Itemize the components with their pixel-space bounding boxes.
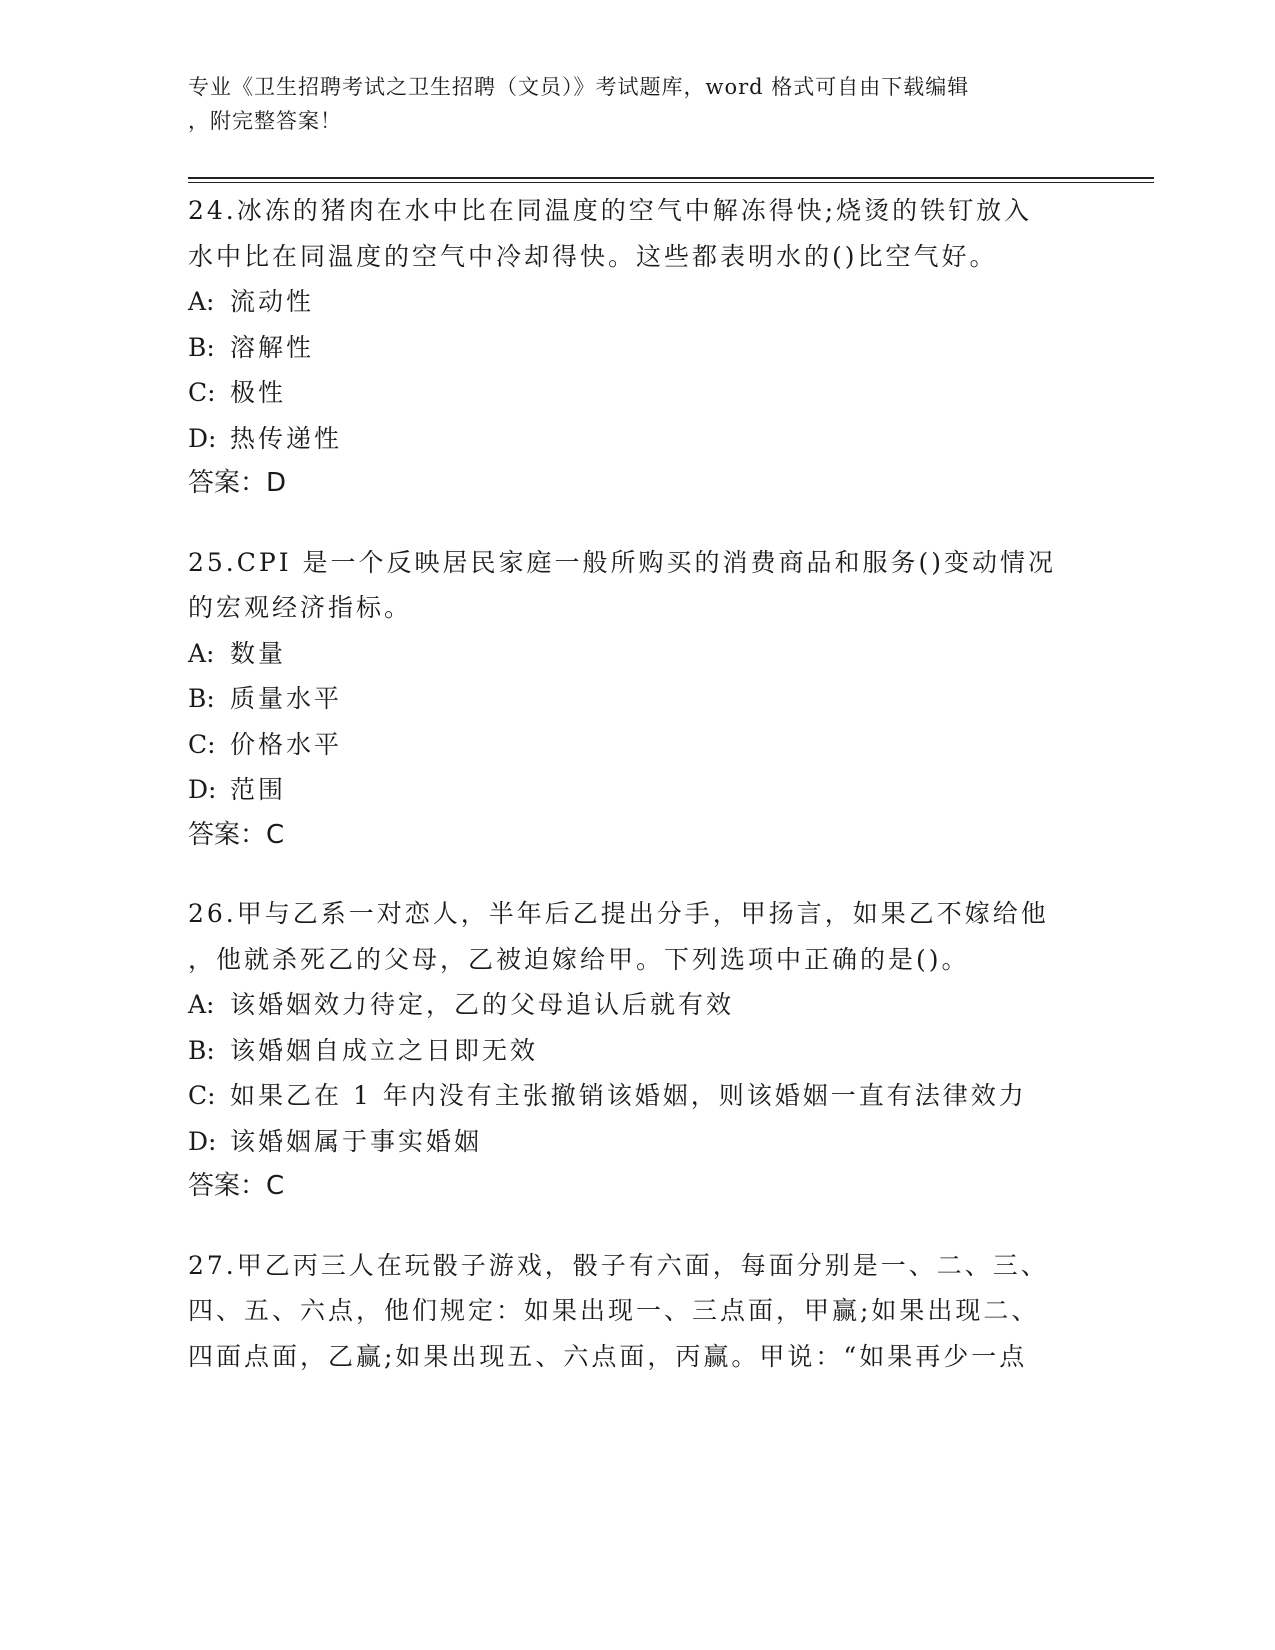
option-text: 该婚姻属于事实婚姻 (230, 1126, 483, 1156)
option-text: 该婚姻自成立之日即无效 (230, 1035, 539, 1065)
stem-line: 水中比在同温度的空气中冷却得快。这些都表明水的()比空气好。 (188, 241, 998, 271)
stem-line: 的宏观经济指标。 (188, 593, 413, 622)
question-stem (188, 188, 1088, 279)
option-key: A: (188, 990, 215, 1019)
answer: 答案：C (188, 819, 285, 850)
option-text: 流动性 (230, 287, 315, 316)
stem-line: 27.甲乙丙三人在玩骰子游戏，骰子有六面，每面分别是一、二、三、 (188, 1250, 1049, 1280)
option-text: 该婚姻效力待定，乙的父母追认后就有效 (230, 990, 735, 1019)
option-a (188, 631, 1088, 677)
option-text: 数量 (230, 638, 287, 668)
header-line-2: ，附完整答案！ (188, 109, 342, 133)
header-line-1: 专业《卫生招聘考试之卫生招聘（文员）》考试题库，word 格式可自由下载编辑 (188, 75, 970, 99)
option-c (188, 1073, 1088, 1119)
option-key: B: (188, 684, 215, 713)
option-d (188, 767, 1088, 813)
question-stem (188, 891, 1088, 982)
question-25 (188, 540, 1088, 859)
option-text: 质量水平 (230, 684, 343, 713)
header-rule-thick (188, 177, 1154, 179)
option-key: C: (188, 378, 216, 407)
option-a (188, 279, 1088, 325)
option-key: B: (188, 332, 215, 362)
option-text: 溶解性 (230, 332, 315, 362)
question-stem (188, 540, 1088, 631)
stem-line: 四面点面，乙赢;如果出现五、六点面，丙赢。甲说：“如果再少一点 (188, 1341, 1028, 1371)
question-26 (188, 891, 1088, 1210)
option-key: D: (188, 1126, 217, 1156)
stem-line: ，他就杀死乙的父母，乙被迫嫁给甲。下列选项中正确的是()。 (188, 944, 970, 974)
option-key: D: (188, 423, 217, 453)
option-key: B: (188, 1035, 215, 1065)
answer: 答案：D (188, 468, 287, 498)
option-b (188, 325, 1088, 371)
answer: 答案：C (188, 1171, 285, 1201)
option-c (188, 722, 1088, 768)
option-key: D: (188, 775, 217, 804)
option-key: C: (188, 1081, 216, 1110)
option-d (188, 1119, 1088, 1165)
option-key: A: (188, 638, 215, 668)
option-text: 范围 (230, 775, 287, 804)
option-b (188, 676, 1088, 722)
question-stem (188, 1243, 1088, 1380)
option-b (188, 1028, 1088, 1074)
option-key: C: (188, 729, 216, 759)
option-d (188, 416, 1088, 462)
question-list (188, 188, 1088, 1412)
option-text: 极性 (230, 378, 287, 407)
question-24 (188, 188, 1088, 507)
stem-line: 26.甲与乙系一对恋人，半年后乙提出分手，甲扬言，如果乙不嫁给他 (188, 899, 1049, 928)
option-c (188, 370, 1088, 416)
header-rule-thin (188, 182, 1154, 183)
option-a (188, 982, 1088, 1028)
stem-line: 24.冰冻的猪肉在水中比在同温度的空气中解冻得快;烧烫的铁钉放入 (188, 196, 1033, 225)
document-header (188, 70, 1068, 138)
stem-line: 四、五、六点，他们规定：如果出现一、三点面，甲赢;如果出现二、 (188, 1296, 1040, 1325)
question-27 (188, 1243, 1088, 1380)
option-text: 热传递性 (230, 423, 343, 453)
option-key: A: (188, 287, 215, 316)
option-text: 价格水平 (230, 729, 343, 759)
stem-line: 25.CPI 是一个反映居民家庭一般所购买的消费商品和服务()变动情况 (188, 547, 1057, 577)
option-text: 如果乙在 1 年内没有主张撤销该婚姻，则该婚姻一直有法律效力 (230, 1081, 1027, 1110)
